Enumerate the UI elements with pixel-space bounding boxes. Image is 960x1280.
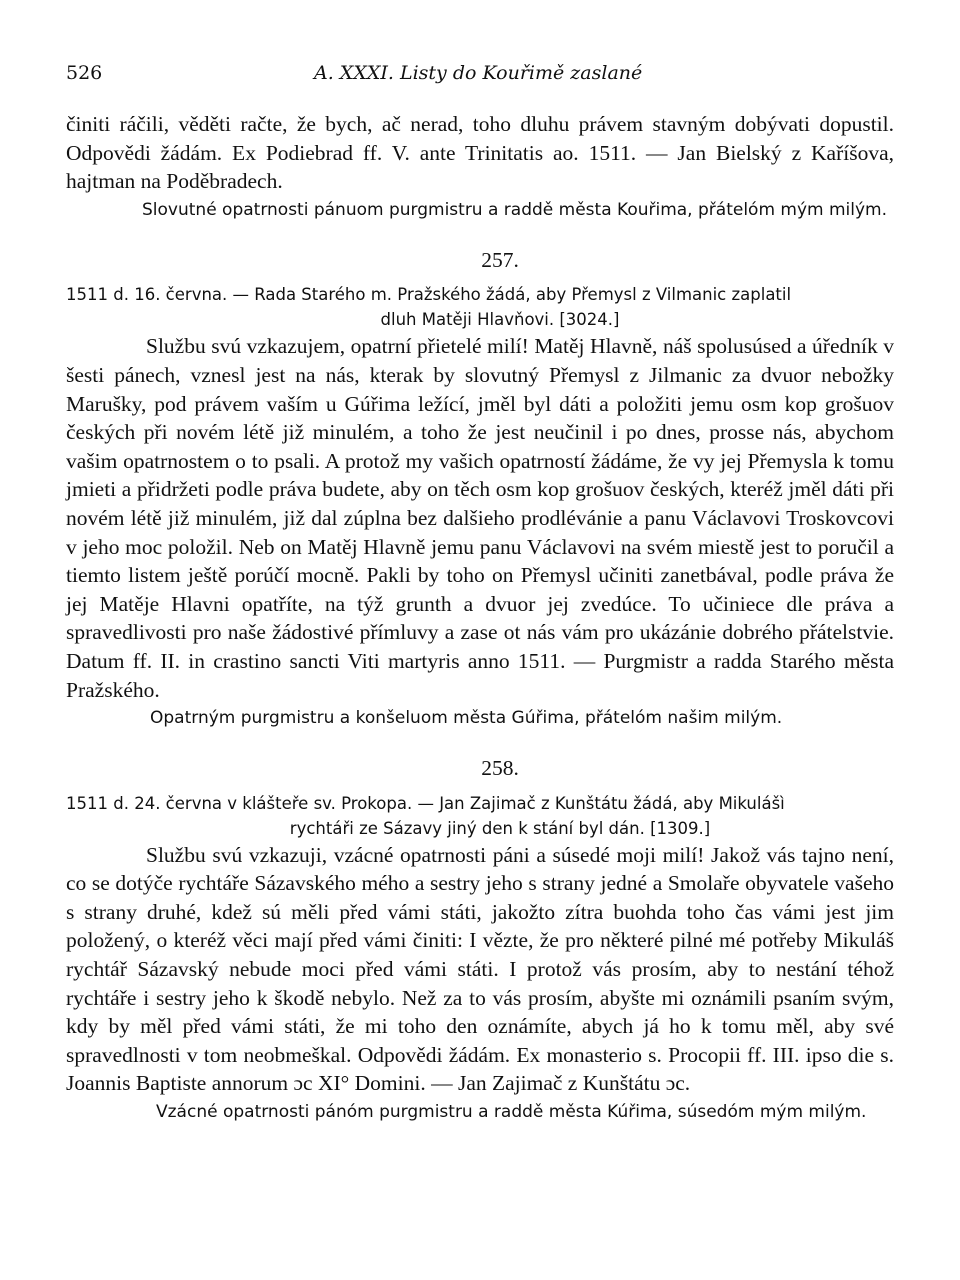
regest-line: 1511 d. 16. června. — Rada Starého m. Pražského žádá, aby Přemysl z Vilmanic zaplatil: [66, 285, 792, 305]
letter-body: Službu svú vzkazujem, opatrní přietelé milí! Matěj Hlavně, náš spolusúsed a úředník v šesti pánech, vznesl jest na nás, kterak by slovutný Přemysl z Jilmanic za dvuor nebožky Marušky, pod právem vaším u Gúřima ležící, jměl byl dáti a položiti jemu osm kop grošuov českých při novém létě již minulém, a toho že jest neučinil i po dnes, prosse nás, abychom vašim opatrnostem o to psali. A protož my vašich opatrností žádáme, že vy jej Přemysla k tomu jmieti a přidržeti podle práva budete, aby on těch osm kop grošuov českých, kteréž jměl dáti při novém létě již minulém, již dal zúplna bez dalšieho prodlévánie a panu Václavovi Troskovcovi v jeho moc položil. Neb on Matěj Hlavně jemu panu Václavovi na svém miestě jest to poručil a tiemto listem ještě porúčí mocně. Pakli by toho on Přemysl učiniti zanetbával, podle práva že jej Matěje Hlavni opatříte, na týž grunth a dvuor jej zvedúce. To učiniece dle práva a spravedlivosti pro naše žádostivé přímluvy a zase ot nás vám pro ukázánie dobrého přátelstvie. Datum ff. II. in crastino sancti Viti martyris anno 1511. — Purgmistr a radda Starého města Pražského.: [66, 334, 894, 702]
letter-regest: [66, 282, 894, 332]
letter-number: 257.: [481, 247, 519, 272]
running-header: [66, 62, 894, 88]
letter-regest: [66, 791, 894, 841]
letter-number: 258.: [481, 756, 519, 781]
letter-address: Vzácné opatrnosti pánóm purgmistru a raddě města Kúřima, súsedóm mým milým.: [156, 1102, 867, 1123]
intro-paragraph: činiti ráčili, věděti račte, že bych, ač nerad, toho dluhu právem stavným dobývati dopustil. Odpovědi žádám. Ex Podiebrad ff. V. ante Trinitatis ao. 1511. — Jan Bielský z Kaříšova, hajtman na Poděbradech.: [66, 112, 894, 194]
page-body: [66, 110, 894, 1126]
running-title: A. XXXI. Listy do Kouřimě zaslané: [314, 62, 643, 84]
page-number: 526: [66, 62, 103, 84]
regest-line: 1511 d. 24. června v klášteře sv. Prokopa. — Jan Zajimač z Kunštátu žádá, aby Mikulášì: [66, 793, 785, 813]
regest-line: dluh Matěji Hlavňovi. [3024.]: [380, 310, 620, 330]
letter-body: Službu svú vzkazuji, vzácné opatrnosti páni a súsedé moji milí! Jakož vás tajno není, co se dotýče rychtáře Sázavského mého a sestry jeho s strany jedné a Smolaře obyvatele vašeho s strany druhé, kdež sú měli před vámi státi, jakožto zítra buohda toho čas vámi jest jim položený, o kteréž věci mají před vámi činiti: I vězte, že pro některé pilné mé potřeby Mikuláš rychtář Sázavský nebude moci před vámi státi. I protož vás prosím, aby to nestání téhož rychtáře i sestry jeho k škodě nebylo. Než za to vás prosím, abyšte mi oznámili psaním svým, kdy by měl před vámi státi, že mi toho den oznámíte, abych já ho k tomu měl, aby své spravedlnosti v tom neobmeškal. Odpovědi žádám. Ex monasterio s. Procopii ff. III. ipso die s. Joannis Baptiste annorum ɔc XI° Domini. — Jan Zajimač z Kunštátu ɔc.: [66, 842, 894, 1096]
letter-address: Opatrným purgmistru a konšeluom města Gúřima, přátelóm našim milým.: [150, 708, 783, 729]
regest-line: rychtáři ze Sázavy jiný den k stání byl dán. [1309.]: [289, 818, 711, 838]
intro-address: Slovutné opatrnosti pánuom purgmistru a raddě města Kouřima, přátelóm mým milým.: [142, 199, 888, 220]
